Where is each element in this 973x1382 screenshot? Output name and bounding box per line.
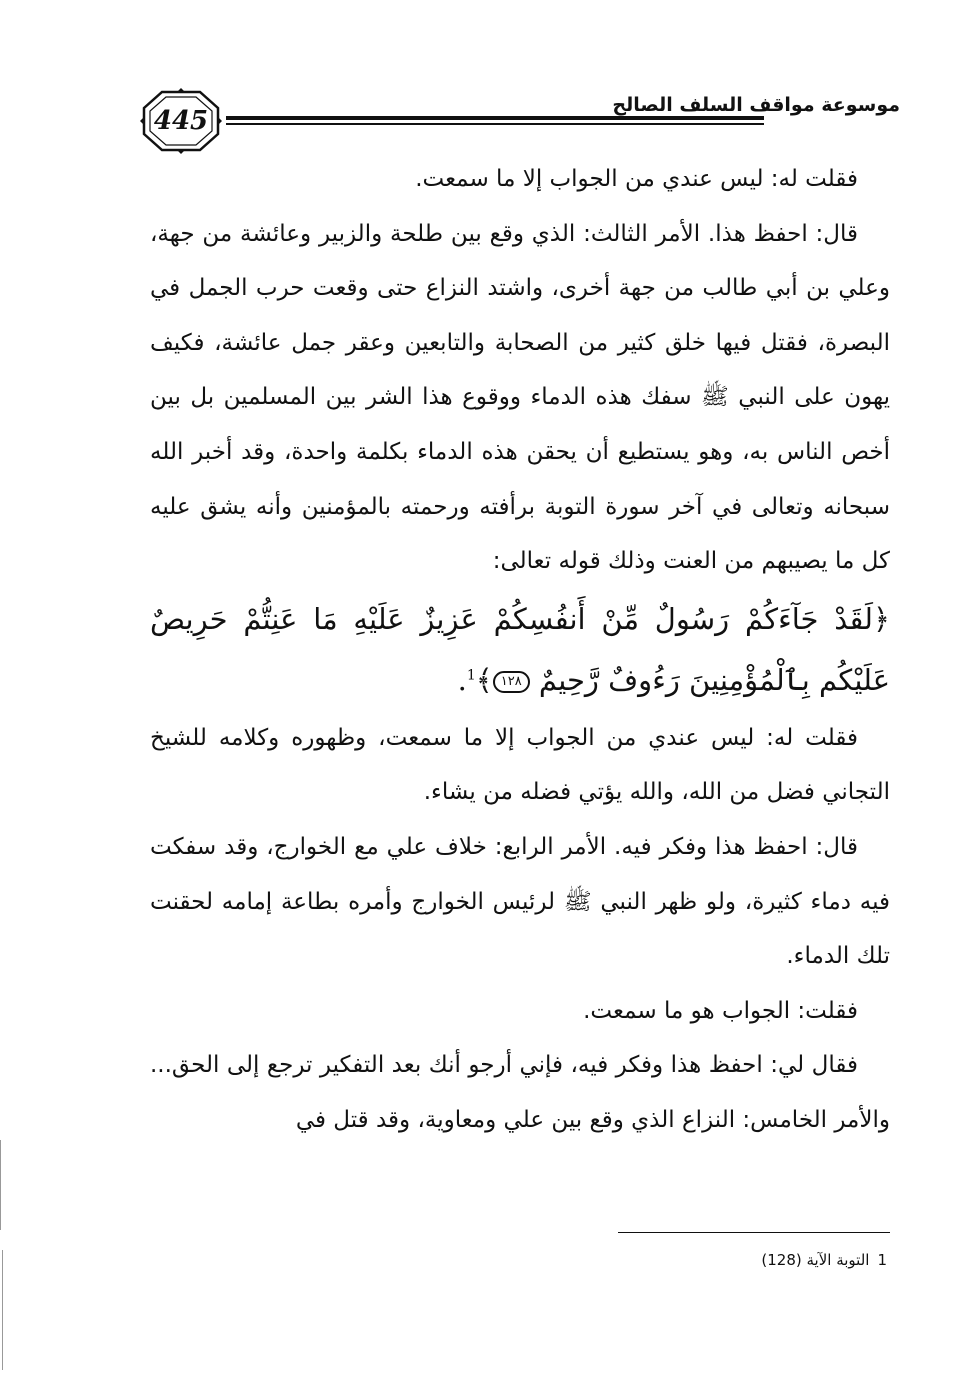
footnote xyxy=(761,1248,887,1272)
paragraph: قال: احفظ هذا. الأمر الثالث: الذي وقع بين طلحة والزبير وعائشة من جهة، وعلي بن أبي طالب من جهة أخرى، واشتد النزاع حتى وقعت حرب الجمل في البصرة، فقتل فيها خلق كثير من الصحابة والتابعين وعقر جمل عائشة، فكيف يهون على النبي ﷺ سفك هذه الدماء ووقوع هذا الشر بين المسلمين بل بين أخص الناس به، وهو يستطيع أن يحقن هذه الدماء بكلمة واحدة، وقد أخبر الله سبحانه وتعالى في آخر سورة التوبة برأفته ورحمته بالمؤمنين وأنه يشق عليه كل ما يصيبهم من العنت وذلك قوله تعالى: xyxy=(150,220,890,575)
ayah-number-marker: ١٢٨ xyxy=(493,671,530,693)
page-header xyxy=(140,88,900,158)
footnote-reference: 1 xyxy=(466,667,476,684)
main-text xyxy=(150,152,890,1148)
paragraph: فقال لي: احفظ هذا وفكر فيه، فإني أرجو أنك بعد التفكير ترجع إلى الحق... والأمر الخامس: النزاع الذي وقع بين علي ومعاوية، وقد قتل في xyxy=(150,1052,890,1133)
paragraph: فقلت: الجواب هو ما سمعت. xyxy=(583,997,858,1024)
paragraph: فقلت له: ليس عندي من الجواب إلا ما سمعت، وظهوره وكلامه للشيخ التجاني فضل من الله، والله يؤتي فضله من يشاء. xyxy=(150,724,890,806)
scan-edge-line xyxy=(0,1140,1,1230)
paragraph: قال: احفظ هذا وفكر فيه. الأمر الرابع: خلاف علي مع الخوارج، وقد سفكت فيه دماء كثيرة، ولو ظهر النبي ﷺ لرئيس الخوارج وأمره بطاعة إمامه لحقنت تلك الدماء. xyxy=(150,833,890,970)
quran-verse xyxy=(150,589,890,711)
footnote-number: 1 xyxy=(877,1251,887,1269)
series-title: موسوعة مواقف السلف الصالح xyxy=(612,94,900,116)
scan-edge-line xyxy=(2,1250,3,1370)
verse-closing-bracket: ﴾ xyxy=(475,662,493,697)
verse-end-punct: . xyxy=(457,662,467,697)
verse-text: ﴿لَقَدْ جَآءَكُمْ رَسُولٌ مِّنْ أَنفُسِكُمْ عَزِيزٌ عَلَيْهِ مَا عَنِتُّمْ حَرِيصٌ عَلَيْكُم بِٱلْمُؤْمِنِينَ رَءُوفٌ رَّحِيمٌ xyxy=(150,601,890,697)
header-rule-thin xyxy=(226,123,764,125)
footnote-separator xyxy=(618,1232,890,1233)
page-number-badge xyxy=(140,88,222,154)
paragraph: فقلت له: ليس عندي من الجواب إلا ما سمعت. xyxy=(415,166,858,192)
footnote-text: التوبة الآية (128) xyxy=(761,1251,870,1269)
page-number: 445 xyxy=(153,106,209,136)
header-rule xyxy=(226,116,764,120)
